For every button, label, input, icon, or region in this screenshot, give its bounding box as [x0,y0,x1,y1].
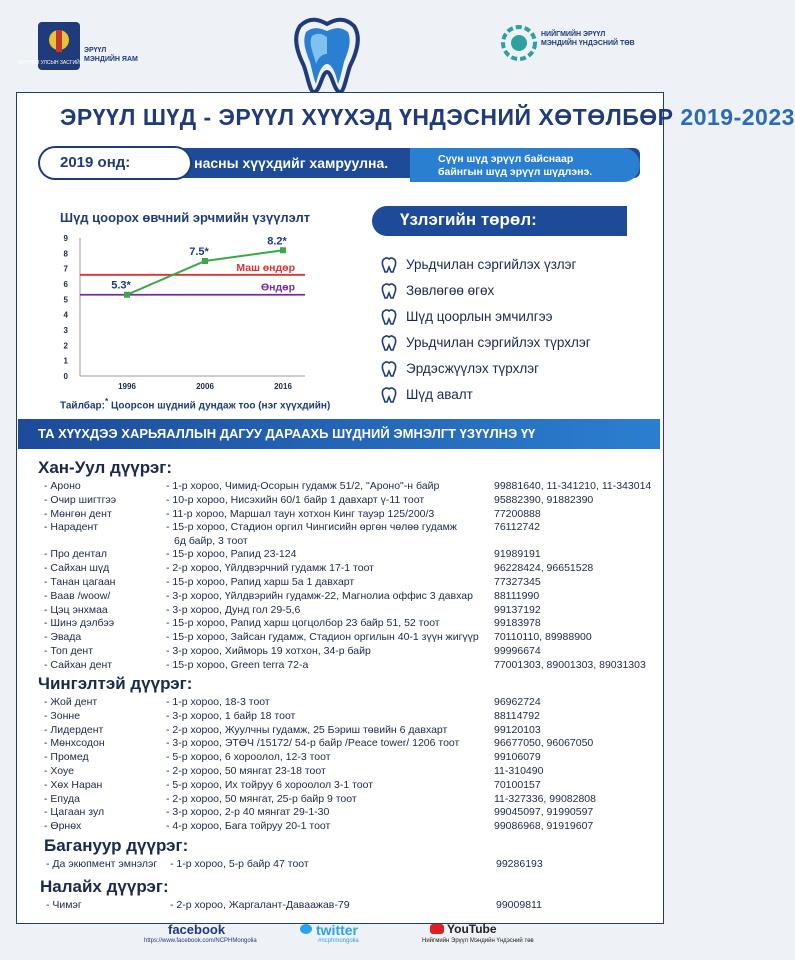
exam-type-label: Шүд авалт [406,387,473,402]
clinic-address: - 5-р хороо, Их тойруу 6 хороолол 3-1 тоот [166,778,374,791]
dropper-icon [380,334,398,352]
clinic-phone: 77327345 [494,576,541,588]
twitter-icon [300,924,312,934]
clinics-section-title: ТА ХҮҮХДЭЭ ХАРЬЯАЛЛЫН ДАГУУ ДАРААХЬ ШҮДНИЙ ЭМНЭЛГТ ҮЗҮҮЛНЭ ҮҮ [38,426,536,441]
tooth-brush-icon [380,308,398,326]
clinic-phone: 99137192 [494,603,541,616]
clinic-name: - Танан цагаан [44,576,116,588]
district-heading: Чингэлтэй дүүрэг: [38,674,193,693]
y-tick-label: 2 [63,341,68,351]
clinic-name: - Мөнгөн дент [44,507,112,520]
clinic-address: - 15-р хороо, Рапид 23-124 [166,548,297,561]
x-tick-label: 1996 [118,382,136,391]
clinic-phone: 99286193 [496,858,543,870]
y-tick-label: 6 [63,280,68,289]
clinic-phone: 99996674 [494,645,541,657]
exam-type-label: Шүд цоорлын эмчилгээ [406,309,553,324]
x-tick-label: 2006 [196,382,214,391]
exam-type-label: Урьдчилан сэргийлэх түрхлэг [406,335,591,350]
data-label: 8.2* [267,235,287,248]
clinic-name: - Чимэг [46,899,82,911]
clinic-address: - 1-р хороо, 5-р байр 47 тоот [170,858,309,870]
data-label: 7.5* [189,246,209,258]
clinic-name: - Да экюпмент эмнэлэг [46,858,158,870]
clinic-name: - Нарадент [44,521,99,534]
clinic-name: - Лидердент [44,723,104,736]
clinic-address: - 2-р хороо, 50 мянгат 23-18 тоот [166,765,326,777]
tooth-shield-icon [380,256,398,274]
coverage-text: 2-6 насны хүүхдийг хамруулна. [170,155,389,171]
y-tick-label: 5 [63,295,68,305]
clinic-address: - 3-р хороо, 2-р 40 мянгат 29-1-30 [166,806,330,819]
clinic-phone: 99881640, 11-341210, 11-343014 [494,480,652,492]
clinic-phone: 99086968, 91919607 [494,820,594,833]
clinic-phone: 77001303, 89001303, 89031303 [494,658,646,671]
clinic-address: - 15-р хороо, Зайсан гудамж, Стадион оргилын 40-1 зүүн жигүүр [166,631,479,644]
clinic-phone: 99106079 [494,751,541,764]
district-heading: Хан-Уул дүүрэг: [38,458,173,477]
clinic-name: - Ваав /woow/ [44,589,111,602]
data-label: 5.3* [111,279,131,292]
clinic-address: - 3-р хороо, Хийморь 19 хотхон, 34-р байр [166,645,371,657]
exam-type-label: Эрдэсжүүлэх түрхлэг [406,361,540,376]
clinic-address: - 3-р хороо, 1 байр 18 тоот [166,709,296,722]
clinic-name: - Цэц энхмаа [44,603,108,616]
clinic-phone: 96962724 [494,696,541,708]
exam-type-label: Урьдчилан сэргийлэх үзлэг [406,257,577,272]
clinic-address: - 3-р хороо, Үйлдвэрийн гудамж-22, Магнолиа оффис 3 давхар [166,589,473,602]
clinic-phone: 99183978 [494,617,541,630]
clinic-name: - Хоуе [44,765,74,777]
clinic-name: - Хөх Наран [44,778,103,791]
y-tick-label: 3 [63,326,68,335]
clinic-phone: 77200888 [494,507,541,520]
data-point [280,247,286,253]
y-tick-label: 9 [63,234,68,243]
program-years: 2019-2023 [680,104,795,130]
slogan-line2: байнгын шүд эрүүл шүдлэнэ. [438,166,593,178]
district-heading: Багануур дүүрэг: [44,836,189,855]
clinic-address: - 10-р хороо, Нисэхийн 60/1 байр 1 давхарт ү-11 тоот [166,493,425,506]
chart-note-text: Цоорсон шүдний дундаж тоо (нэг хүүхдийн) [111,400,331,412]
chart-note [60,396,330,411]
clinic-phone: 96677050, 96067050 [494,737,594,750]
clinic-address: - 1-р хороо, Чимид-Осорын гудамж 51/2, "Ароно"-н байр [166,480,440,492]
clinic-address: - 15-р хороо, Green terra 72-а [166,658,309,671]
twitter-logo[interactable]: twitter [316,922,358,938]
clinic-address: - 3-р хороо, ЭТӨЧ /15172/ 54-р байр /Peace tower/ 1206 тоот [166,737,460,750]
clinic-address: - 3-р хороо, Дунд гол 29-5,6 [166,603,301,616]
clinic-phone: 11-327336, 99082808 [494,792,596,805]
y-tick-label: 8 [63,249,68,259]
clinic-phone: 88114792 [494,709,540,722]
reference-label: Өндөр [260,281,295,294]
y-tick-label: 1 [63,356,68,366]
district-heading: Налайх дүүрэг: [40,877,169,896]
ministry-logo-small-text: МОНГОЛ УЛСЫН ЗАСГИЙН ГАЗАР [17,60,101,66]
youtube-icon [430,924,444,934]
clinic-phone: 99045097, 91990597 [494,806,594,819]
clinic-phone: 99009811 [496,899,542,911]
x-tick-label: 2016 [274,382,292,391]
y-tick-label: 7 [63,264,68,274]
clinic-phone: 11-310490 [494,765,544,777]
clinic-name: - Епуда [44,792,80,805]
clinic-name: - Цагаан зул [44,806,105,819]
year-label: 2019 онд: [60,154,131,171]
y-tick-label: 4 [63,310,68,320]
ncph-caption: НИЙГМИЙН ЭРҮҮЛ МЭНДИЙН ҮНДЭСНИЙ ТӨВ [541,31,635,47]
caries-chart [55,228,355,396]
chart-title: Шүд цоорох өвчний эрчмийн үзүүлэлт [60,210,311,225]
clinic-name: - Очир шигтгээ [44,493,117,506]
chart-note-star: * [104,396,109,406]
clinic-phone: 70100157 [494,778,541,791]
forceps-icon [380,386,398,404]
clinic-address: - 15-р хороо, Стадион оргил Чингисийн өргөн чөлөө гудамж [166,521,457,534]
clinic-name: - Эвада [44,631,82,644]
clinic-name: - Ароно [44,480,81,492]
clinic-name: - Зонне [44,709,81,722]
clinic-address: - 15-р хороо, Рапид харш цогцолбор 23 байр 51, 52 тоот [166,617,440,630]
clinic-name: - Жой дент [44,696,98,708]
clinic-phone: 96228424, 96651528 [494,562,594,575]
clinic-name: - Шинэ дэлбээ [44,617,115,630]
ncph-logo-icon [500,24,538,67]
data-point [124,292,130,298]
clinic-address-cont: 6д байр, 3 тоот [174,534,248,547]
exam-types-title: Үзлэгийн төрөл: [400,210,537,229]
youtube-logo[interactable]: YouTube [447,922,497,936]
twitter-handle[interactable]: #ncphmongolia [318,938,359,944]
clinic-name: - Мөнхсодон [44,737,105,750]
ministry-logo [17,22,101,70]
clinic-address: - 2-р хороо, Жуулчны гудамж, 25 Бэриш төвийн 6 давхарт [166,723,448,736]
ministry-caption: ЭРҮҮЛ МЭНДИЙН ЯАМ [84,47,138,63]
clinic-phone: 91989191 [494,548,541,561]
y-tick-label: 0 [63,372,68,381]
clinic-name: - Сайхан дент [44,658,113,671]
clinic-address: - 2-р хороо, Үйлдвэрчний гудамж 17-1 тоот [166,562,374,575]
facebook-logo[interactable]: facebook [168,922,226,937]
clinic-phone: 99120103 [494,723,541,736]
facebook-url[interactable]: https://www.facebook.com/NCPHMongolia [144,938,257,944]
clinic-name: - Топ дент [44,645,94,657]
clinic-address: - 5-р хороо, 6 хороолол, 12-3 тоот [166,751,331,764]
reference-label: Маш өндөр [236,261,295,274]
clinic-address: - 2-р хороо, 50 мянгат, 25-р байр 9 тоот [166,792,357,805]
clinic-address: - 15-р хороо, Рапид харш 5а 1 давхарт [166,576,355,588]
tooth-logo-icon [290,14,364,101]
data-point [202,258,208,264]
chart-note-label: Тайлбар: [60,400,105,412]
clinic-name: - Сайхан шүд [44,562,110,575]
clinic-phone: 88111990 [494,589,540,602]
clinic-phone: 95882390, 91882390 [494,493,594,506]
page-title: ЭРҮҮЛ ШҮД - ЭРҮҮЛ ХҮҮХЭД ҮНДЭСНИЙ ХӨТӨЛБӨР 2019-2023 [60,104,795,130]
clinic-phone: 70110110, 89988900 [494,631,592,644]
clinic-address: - 11-р хороо, Маршал таун хотхон Кинг тауэр 125/200/3 [166,507,435,520]
exam-type-label: Зөвлөгөө өгөх [406,283,495,298]
tooth-sparkle-icon [380,360,398,378]
youtube-caption: Нийгмийн Эрүүл Мэндийн Үндэсний төв [422,938,534,944]
clinic-address: - 4-р хороо, Бага тойруу 20-1 тоот [166,820,331,833]
clinic-name: - Промед [44,751,89,764]
clinic-address: - 2-р хороо, Жаргалант-Даваажав-79 [170,899,350,911]
clinic-address: - 1-р хороо, 18-3 тоот [166,696,270,708]
clinic-phone: 76112742 [494,521,540,534]
clinic-name: - Өрнөх [44,820,82,833]
dentist-icon [380,282,398,300]
slogan-line1: Сүүн шүд эрүүл байснаар [438,153,574,165]
clinic-name: - Про дентал [44,548,107,561]
soyombo-emblem-icon [17,22,101,70]
